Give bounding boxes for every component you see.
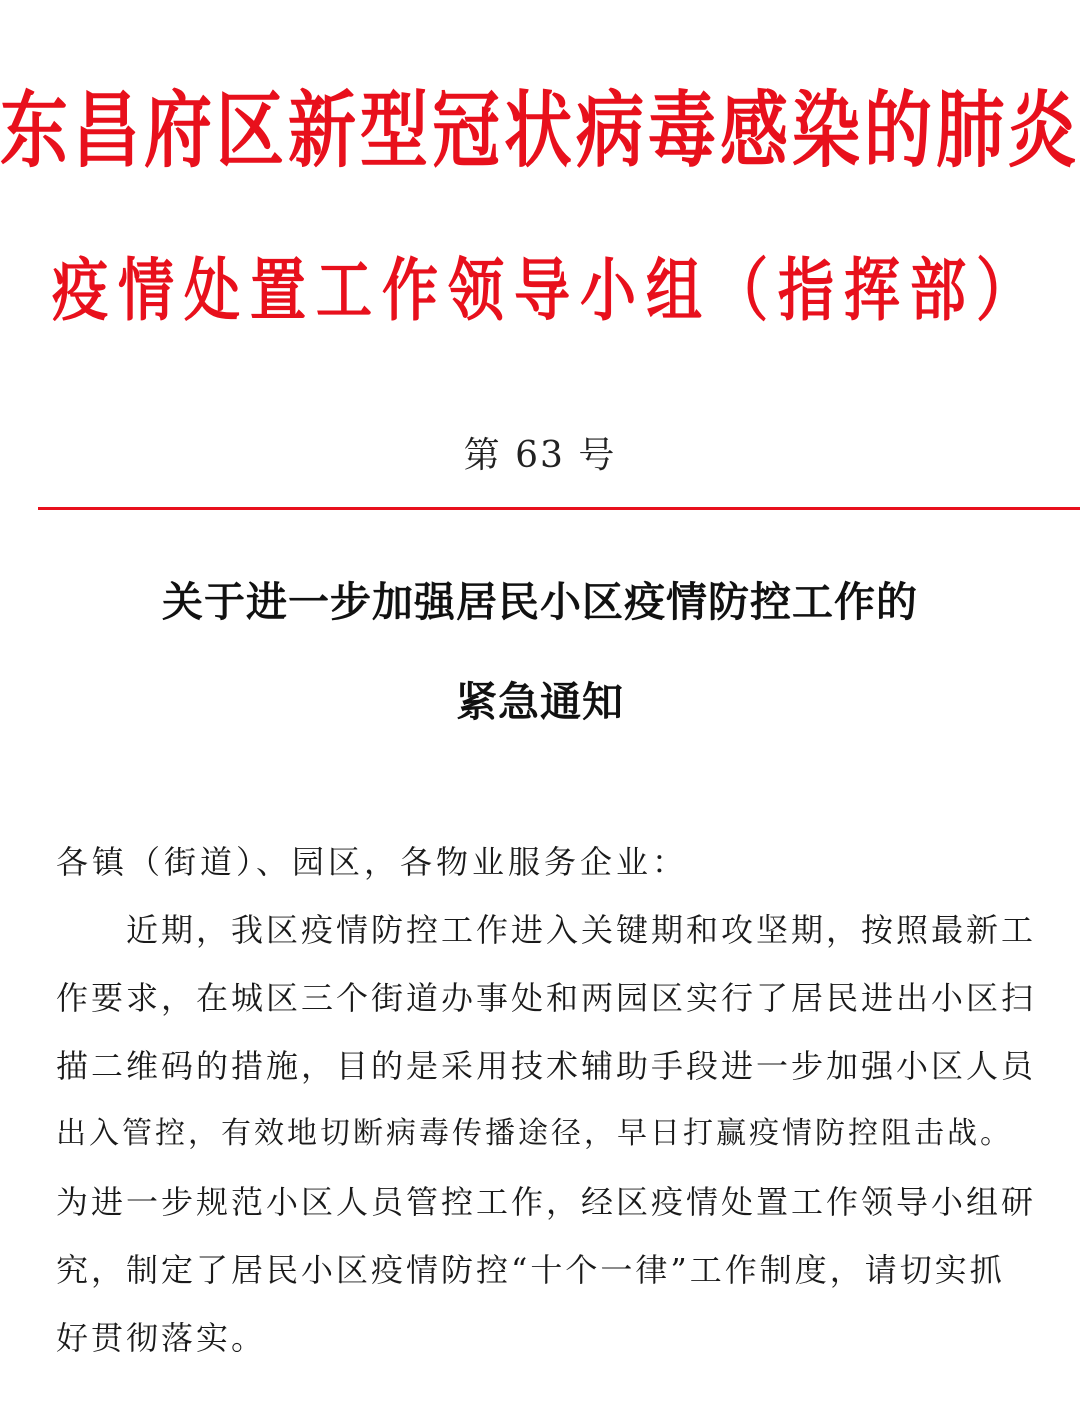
paragraph-line: 出入管控，有效地切断病毒传播途径，早日打赢疫情防控阻击战。 <box>56 1116 1013 1151</box>
agency-name-line-2: 疫情处置工作领导小组（指挥部） <box>52 250 1042 332</box>
salutation: 各镇（街道）、园区，各物业服务企业： <box>56 843 689 881</box>
paragraph-line: 究，制定了居民小区疫情防控“十个一律”工作制度，请切实抓 <box>56 1251 1005 1289</box>
paragraph-line: 好贯彻落实。 <box>56 1319 267 1357</box>
paragraph-line: 近期，我区疫情防控工作进入关键期和攻坚期，按照最新工 <box>56 911 1037 949</box>
notice-title-line-1: 关于进一步加强居民小区疫情防控工作的 <box>162 578 918 626</box>
paragraph-line: 作要求，在城区三个街道办事处和两园区实行了居民进出小区扫 <box>56 979 1037 1017</box>
paragraph-line: 描二维码的措施，目的是采用技术辅助手段进一步加强小区人员 <box>56 1047 1037 1085</box>
notice-title-line-2: 紧急通知 <box>456 678 624 726</box>
paragraph-line: 为进一步规范小区人员管控工作，经区疫情处置工作领导小组研 <box>56 1183 1037 1221</box>
agency-name-line-1: 东昌府区新型冠状病毒感染的肺炎 <box>0 82 1080 180</box>
red-divider-line <box>38 507 1080 510</box>
document-number: 第 63 号 <box>463 435 617 476</box>
